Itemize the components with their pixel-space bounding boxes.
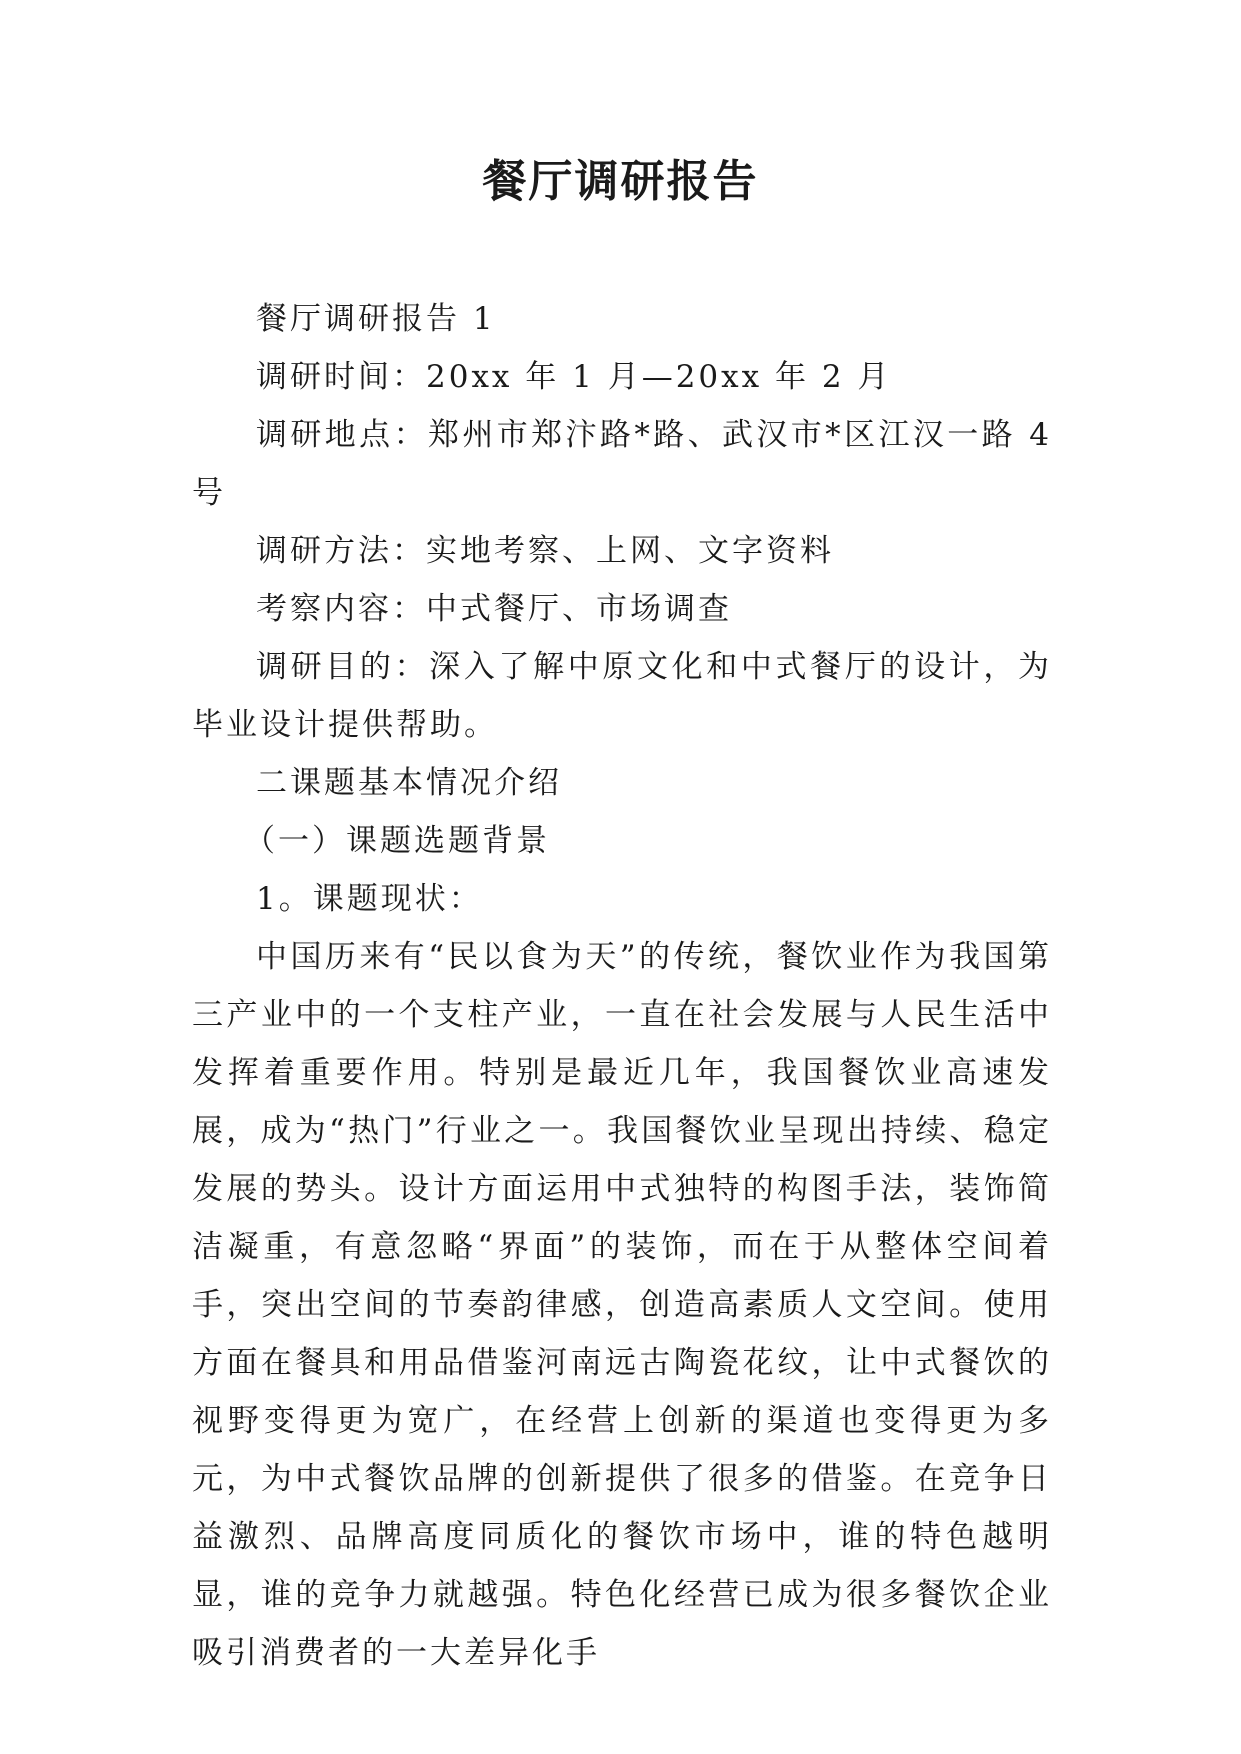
item-heading: 1。课题现状： bbox=[256, 881, 483, 917]
survey-purpose: 调研目的：深入了解中原文化和中式餐厅的设计，为毕业设计提供帮助。 bbox=[192, 649, 1052, 743]
survey-location: 调研地点：郑州市郑汴路*路、武汉市*区江汉一路 4 号 bbox=[192, 417, 1052, 511]
body-paragraph: 中国历来有“民以食为天”的传统，餐饮业作为我国第三产业中的一个支柱产业，一直在社会发展与人民生活中发挥着重要作用。特别是最近几年，我国餐饮业高速发展，成为“热门”行业之一。我国餐饮业呈现出持续、稳定发展的势头。设计方面运用中式独特的构图手法，装饰简洁凝重，有意忽略“界面”的装饰，而在于从整体空间着手，突出空间的节奏韵律感，创造高素质人文空间。使用方面在餐具和用品借鉴河南远古陶瓷花纹，让中式餐饮的视野变得更为宽广，在经营上创新的渠道也变得更为多元，为中式餐饮品牌的创新提供了很多的借鉴。在竞争日益激烈、品牌高度同质化的餐饮市场中，谁的特色越明显，谁的竞争力就越强。特色化经营已成为很多餐饮企业吸引消费者的一大差异化手 bbox=[192, 939, 1052, 1671]
report-subtitle: 餐厅调研报告 1 bbox=[256, 301, 496, 337]
document-title: 餐厅调研报告 bbox=[482, 156, 759, 207]
survey-method: 调研方法：实地考察、上网、文字资料 bbox=[256, 533, 834, 569]
survey-time: 调研时间：20xx 年 1 月—20xx 年 2 月 bbox=[256, 359, 892, 395]
subsection-heading: （一）课题选题背景 bbox=[244, 823, 550, 859]
survey-content: 考察内容：中式餐厅、市场调查 bbox=[256, 591, 732, 627]
section-heading: 二课题基本情况介绍 bbox=[256, 765, 562, 801]
document-body bbox=[192, 290, 1052, 1682]
